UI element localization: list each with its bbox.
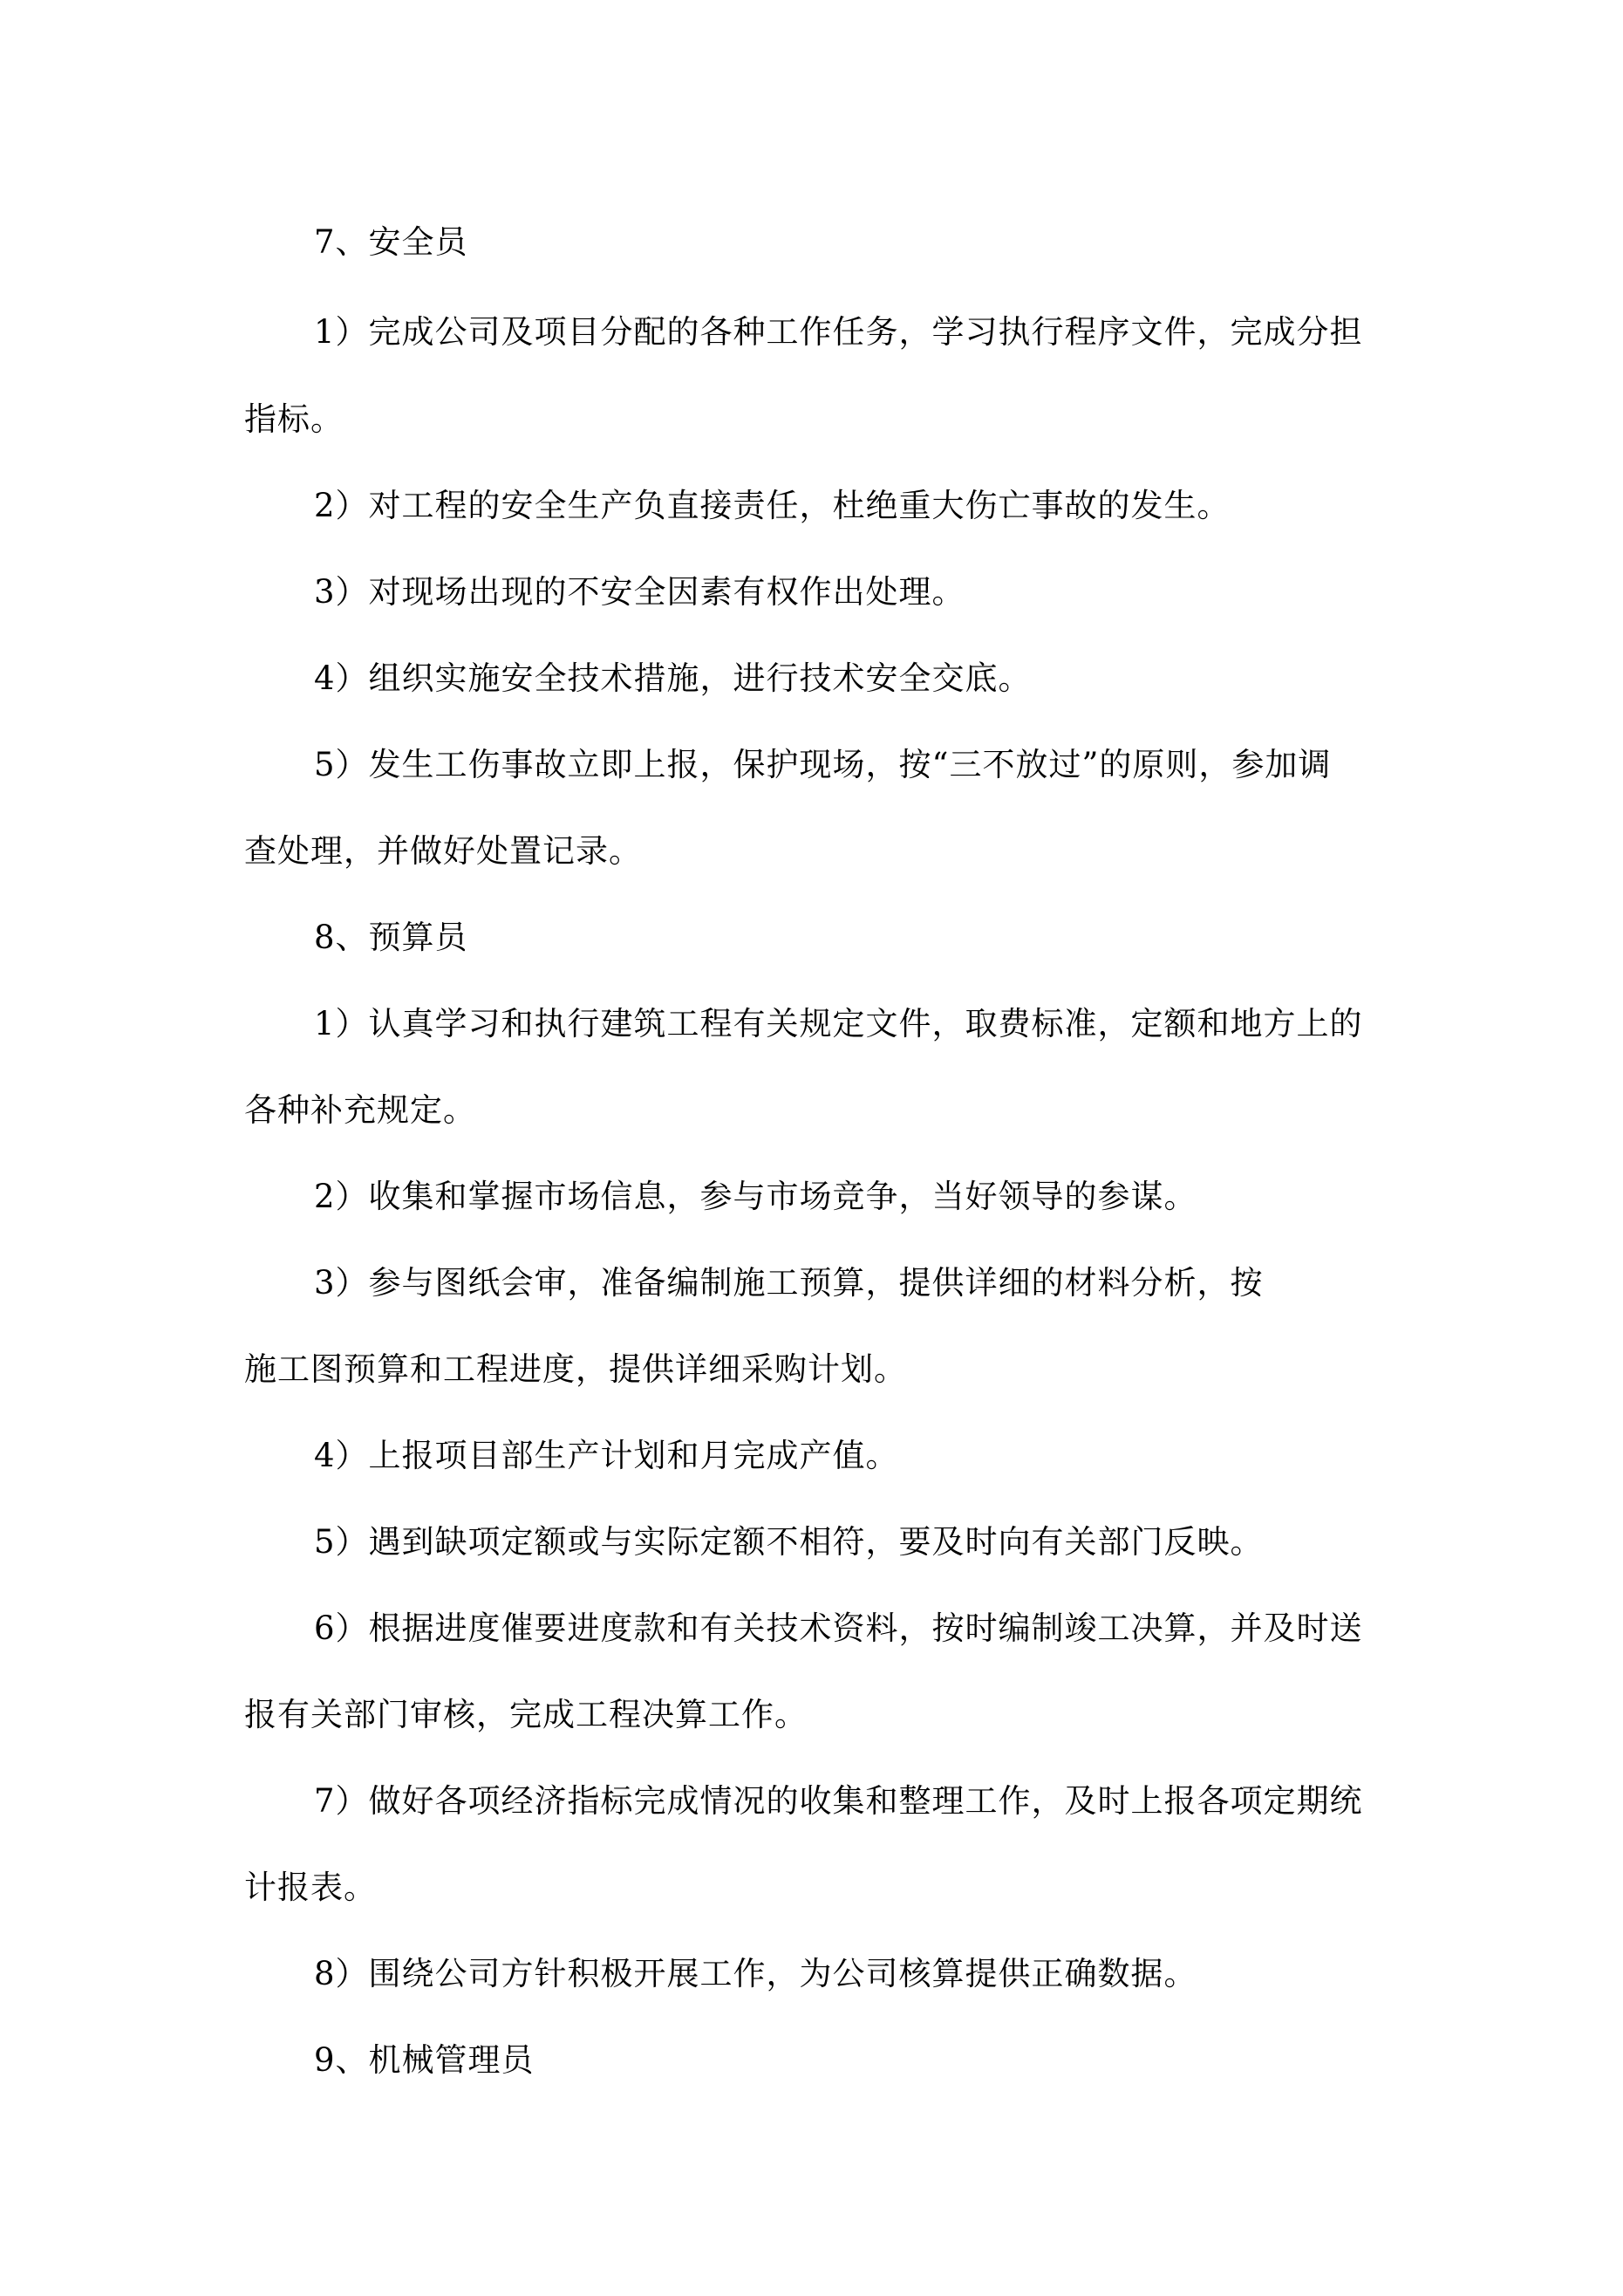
paragraph-line: 1）完成公司及项目分配的各种工作任务，学习执行程序文件，完成分担 [314, 313, 1363, 351]
paragraph-line: 指标。 [244, 400, 344, 438]
paragraph-line: 4）上报项目部生产计划和月完成产值。 [314, 1437, 899, 1474]
paragraph-line: 计报表。 [244, 1869, 377, 1906]
paragraph-line: 2）收集和掌握市场信息，参与市场竞争，当好领导的参谋。 [314, 1178, 1197, 1215]
section-heading-budget-officer: 8、预算员 [314, 919, 468, 956]
paragraph-line: 查处理，并做好处置记录。 [244, 832, 642, 870]
paragraph-line: 2）对工程的安全生产负直接责任，杜绝重大伤亡事故的发生。 [314, 487, 1231, 524]
section-heading-machinery-manager: 9、机械管理员 [314, 2041, 535, 2079]
paragraph-line: 8）围绕公司方针积极开展工作，为公司核算提供正确数据。 [314, 1955, 1197, 1992]
paragraph-line: 1）认真学习和执行建筑工程有关规定文件，取费标准，定额和地方上的 [314, 1005, 1363, 1042]
paragraph-line: 7）做好各项经济指标完成情况的收集和整理工作，及时上报各项定期统 [314, 1782, 1363, 1820]
paragraph-line: 5）遇到缺项定额或与实际定额不相符，要及时向有关部门反映。 [314, 1523, 1264, 1561]
paragraph-line: 4）组织实施安全技术措施，进行技术安全交底。 [314, 659, 1032, 697]
paragraph-line: 施工图预算和工程进度，提供详细采购计划。 [244, 1350, 907, 1388]
paragraph-line: 3）对现场出现的不安全因素有权作出处理。 [314, 573, 965, 611]
paragraph-line: 6）根据进度催要进度款和有关技术资料，按时编制竣工决算，并及时送 [314, 1609, 1363, 1647]
paragraph-line: 5）发生工伤事故立即上报，保护现场，按“三不放过”的原则，参加调 [314, 746, 1332, 783]
paragraph-line: 3）参与图纸会审，准备编制施工预算，提供详细的材料分析，按 [314, 1264, 1264, 1302]
section-heading-safety-officer: 7、安全员 [314, 223, 468, 261]
paragraph-line: 报有关部门审核，完成工程决算工作。 [244, 1696, 808, 1733]
paragraph-line: 各种补充规定。 [244, 1091, 476, 1129]
